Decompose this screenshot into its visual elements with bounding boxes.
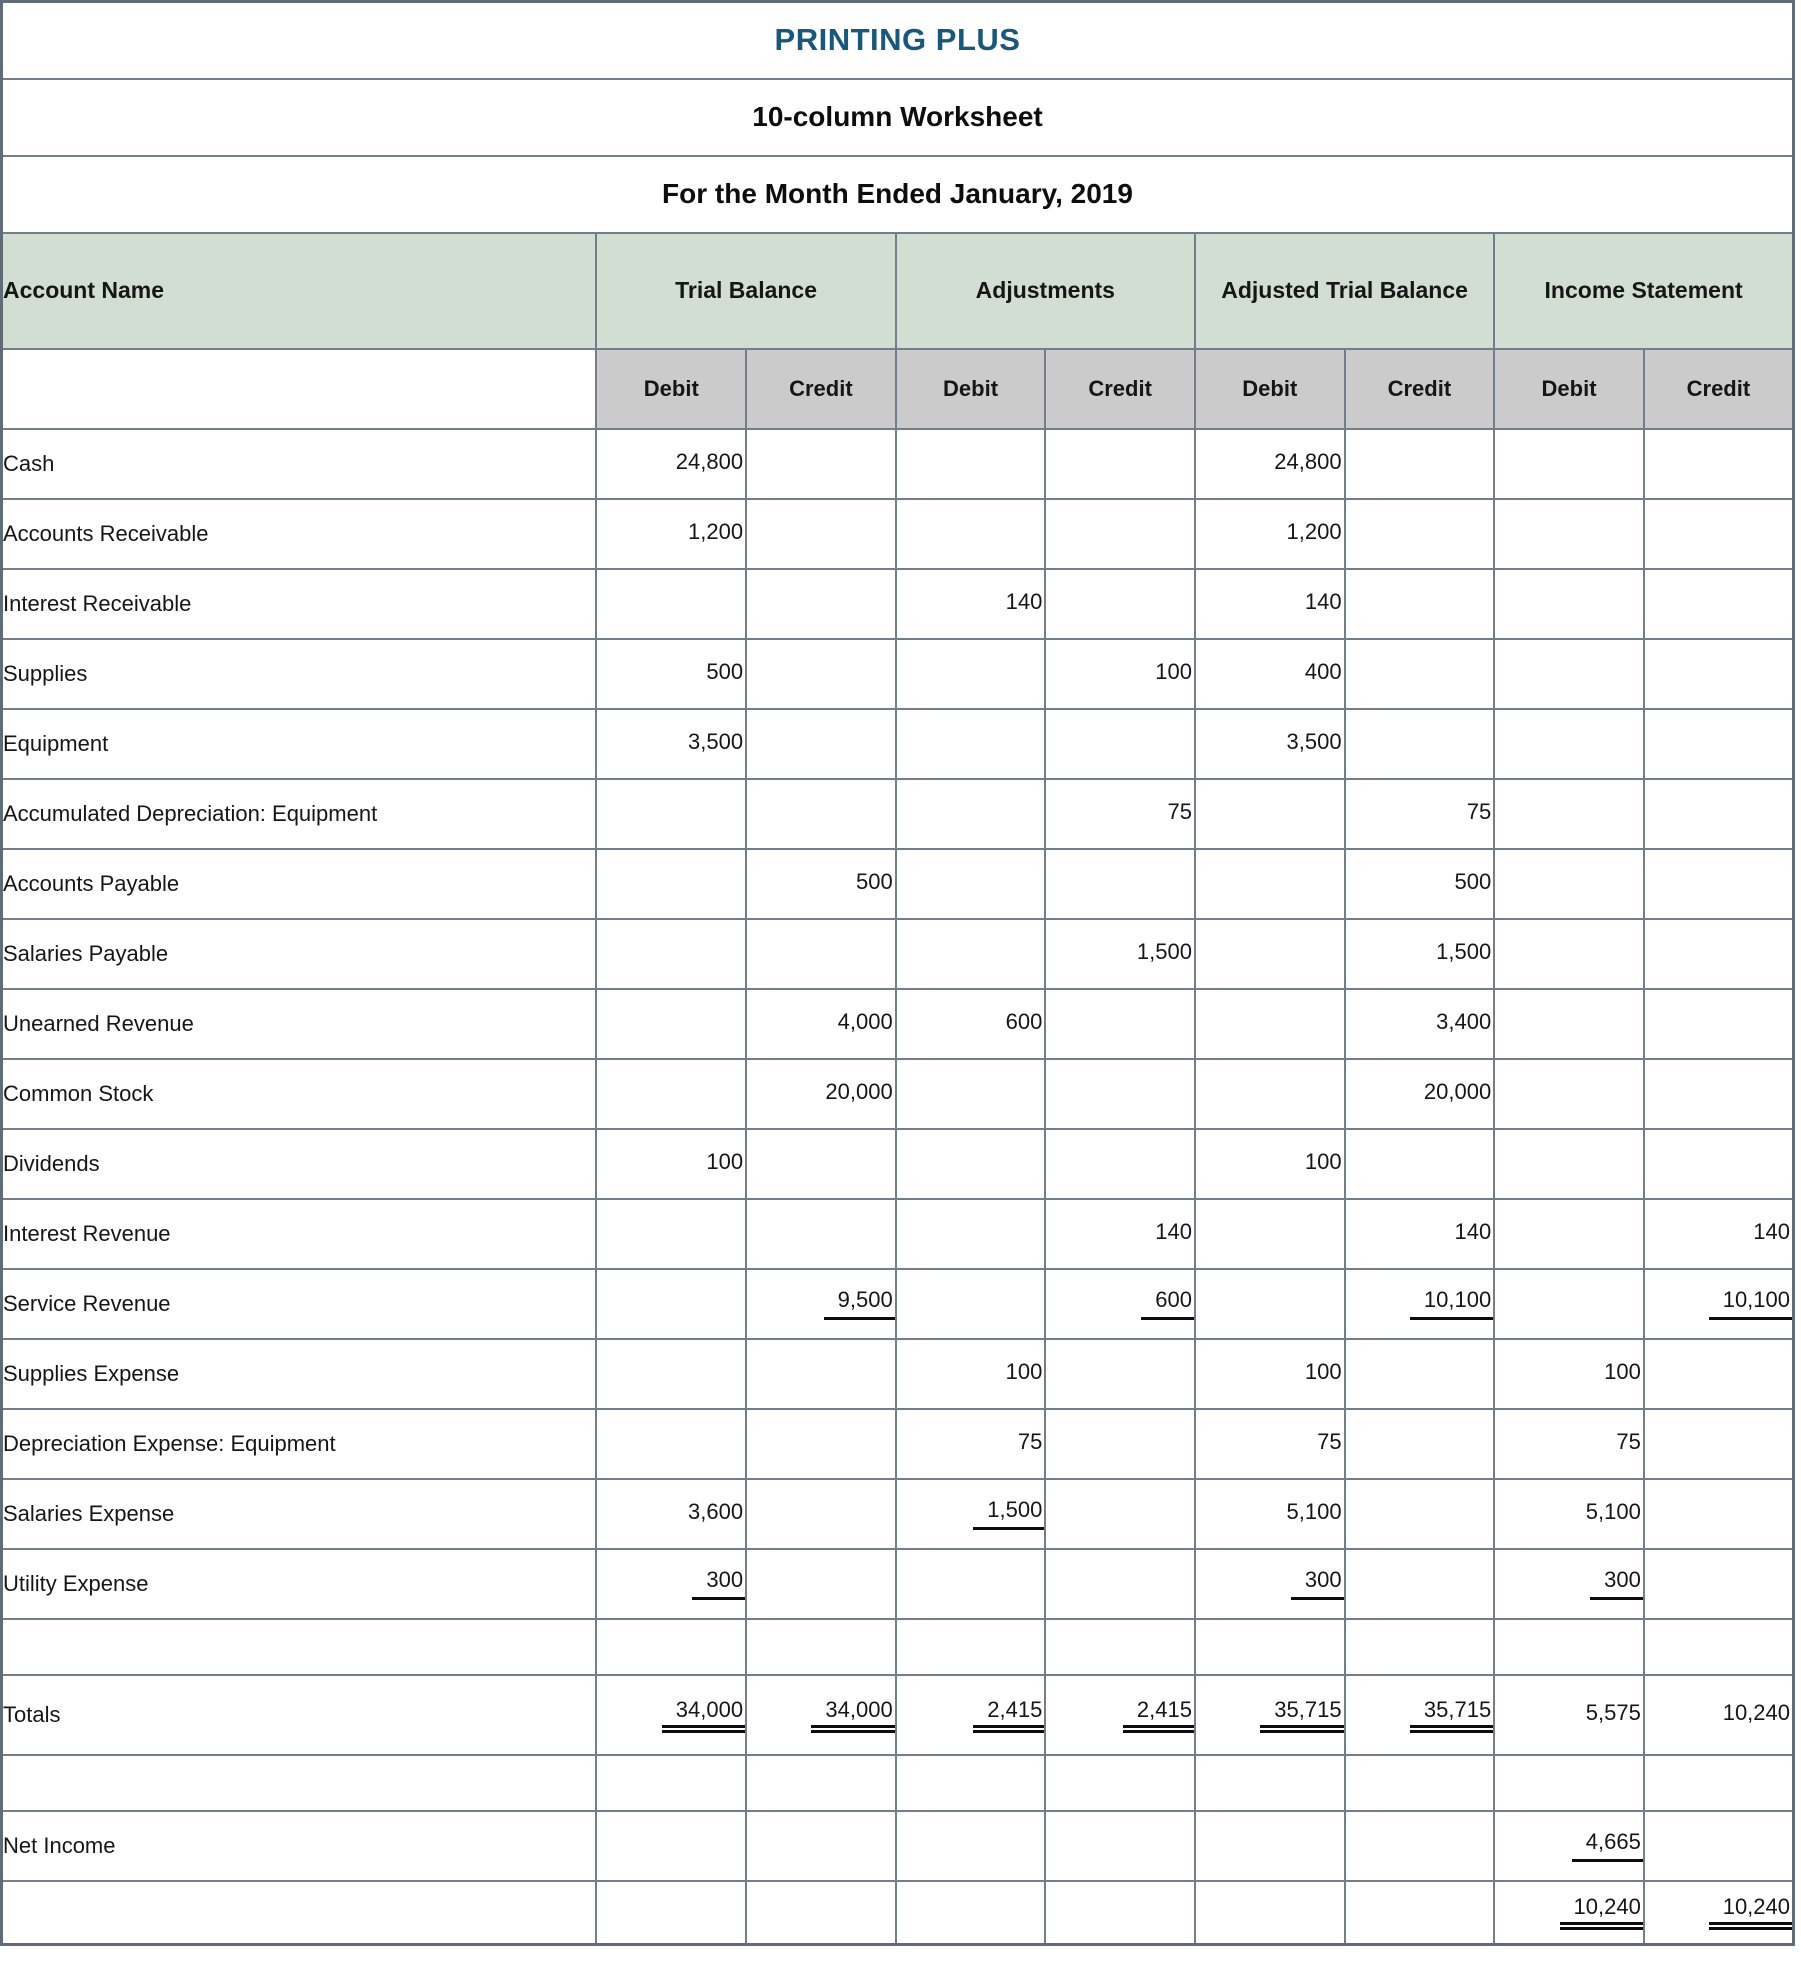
company-title-row <box>2 2 1794 79</box>
amount-cell-adjustments_debit <box>896 849 1046 919</box>
amount-cell-adjustments_credit <box>1045 849 1195 919</box>
amount-cell-income_statement_credit <box>1644 1059 1794 1129</box>
table-row <box>2 709 1794 779</box>
adjusted-trial-balance-credit-header: Credit <box>1345 349 1495 429</box>
amount-value: 10,100 <box>1709 1287 1792 1320</box>
table-row <box>2 639 1794 709</box>
amount-cell-adjustments_credit <box>1045 1479 1195 1549</box>
table-row <box>2 1549 1794 1619</box>
amount-value: 100 <box>1155 658 1192 684</box>
account-name-cell: Cash <box>2 429 597 499</box>
amount-cell-adjusted_trial_balance_debit <box>1195 779 1345 849</box>
amount-cell-income_statement_credit <box>1644 499 1794 569</box>
amount-cell-trial_balance_credit <box>746 989 896 1059</box>
trial-balance-credit-header: Credit <box>746 349 896 429</box>
amount-cell-income_statement_debit <box>1494 1059 1644 1129</box>
amount-value: 4,000 <box>837 1008 893 1034</box>
account-name-cell: Supplies <box>2 639 597 709</box>
amount-cell-income_statement_debit <box>1494 1199 1644 1269</box>
amount-cell-adjustments_credit <box>1045 1059 1195 1129</box>
account-name-header: Account Name <box>2 233 597 349</box>
amount-cell-adjustments_credit <box>1045 1269 1195 1339</box>
amount-cell-trial_balance_debit <box>596 639 746 709</box>
amount-cell-trial_balance_debit <box>596 989 746 1059</box>
amount-cell-adjusted_trial_balance_debit <box>1195 1339 1345 1409</box>
amount-cell-trial_balance_credit <box>746 429 896 499</box>
amount-cell-adjusted_trial_balance_credit <box>1345 1409 1495 1479</box>
amount-cell-trial_balance_debit <box>596 1549 746 1619</box>
amount-cell-adjustments_debit <box>896 639 1046 709</box>
amount-cell-trial_balance_credit <box>746 1479 896 1549</box>
amount-cell-adjustments_credit <box>1045 639 1195 709</box>
amount-cell-adjusted_trial_balance_debit <box>1195 1881 1345 1945</box>
amount-cell-trial_balance_credit <box>746 499 896 569</box>
worksheet-body <box>2 429 1794 1945</box>
amount-value: 75 <box>1616 1428 1641 1454</box>
amount-value: 34,000 <box>662 1697 745 1733</box>
amount-cell-income_statement_debit <box>1494 639 1644 709</box>
table-row <box>2 569 1794 639</box>
table-row <box>2 1199 1794 1269</box>
table-row <box>2 1129 1794 1199</box>
amount-value: 140 <box>1304 588 1342 614</box>
amount-value: 140 <box>1454 1218 1492 1244</box>
income-statement-credit-header: Credit <box>1644 349 1794 429</box>
amount-cell-income_statement_debit <box>1494 1619 1644 1675</box>
amount-cell-adjustments_debit <box>896 709 1046 779</box>
amount-cell-trial_balance_debit <box>596 849 746 919</box>
amount-cell-income_statement_credit <box>1644 1129 1794 1199</box>
amount-value: 4,665 <box>1572 1829 1643 1862</box>
amount-cell-income_statement_credit <box>1644 1409 1794 1479</box>
amount-value: 20,000 <box>825 1078 893 1104</box>
amount-cell-trial_balance_credit <box>746 1549 896 1619</box>
amount-cell-trial_balance_debit <box>596 499 746 569</box>
amount-cell-income_statement_debit <box>1494 1339 1644 1409</box>
amount-cell-adjusted_trial_balance_credit <box>1345 1479 1495 1549</box>
amount-cell-adjusted_trial_balance_credit <box>1345 1269 1495 1339</box>
amount-cell-adjusted_trial_balance_credit <box>1345 1619 1495 1675</box>
account-name-cell: Totals <box>2 1675 597 1755</box>
amount-cell-adjustments_debit <box>896 779 1046 849</box>
amount-cell-income_statement_debit <box>1494 1129 1644 1199</box>
amount-cell-adjustments_debit <box>896 429 1046 499</box>
amount-cell-income_statement_credit <box>1644 989 1794 1059</box>
table-row <box>2 1409 1794 1479</box>
trial-balance-header: Trial Balance <box>596 233 895 349</box>
table-row <box>2 849 1794 919</box>
amount-cell-trial_balance_debit <box>596 1269 746 1339</box>
amount-cell-adjustments_debit <box>896 499 1046 569</box>
account-name-cell: Salaries Payable <box>2 919 597 989</box>
amount-cell-adjustments_credit <box>1045 1199 1195 1269</box>
amount-cell-trial_balance_credit <box>746 1619 896 1675</box>
account-name-cell: Salaries Expense <box>2 1479 597 1549</box>
amount-value: 140 <box>1155 1218 1192 1244</box>
amount-cell-trial_balance_debit <box>596 569 746 639</box>
period-title: For the Month Ended January, 2019 <box>662 178 1133 209</box>
amount-cell-adjusted_trial_balance_debit <box>1195 849 1345 919</box>
amount-cell-income_statement_debit <box>1494 1409 1644 1479</box>
amount-cell-adjusted_trial_balance_credit <box>1345 1675 1495 1755</box>
amount-cell-adjustments_credit <box>1045 709 1195 779</box>
adjustments-credit-header: Credit <box>1045 349 1195 429</box>
adjustments-header: Adjustments <box>896 233 1195 349</box>
amount-value: 100 <box>706 1148 744 1174</box>
amount-cell-income_statement_debit <box>1494 849 1644 919</box>
amount-cell-trial_balance_debit <box>596 1755 746 1811</box>
amount-cell-adjusted_trial_balance_debit <box>1195 919 1345 989</box>
amount-value: 35,715 <box>1410 1697 1493 1733</box>
amount-value: 1,500 <box>973 1497 1044 1530</box>
account-name-cell: Interest Receivable <box>2 569 597 639</box>
amount-cell-adjusted_trial_balance_credit <box>1345 989 1495 1059</box>
amount-cell-income_statement_credit <box>1644 1881 1794 1945</box>
adjusted-trial-balance-debit-header: Debit <box>1195 349 1345 429</box>
amount-cell-trial_balance_credit <box>746 569 896 639</box>
amount-cell-adjustments_debit <box>896 989 1046 1059</box>
amount-cell-trial_balance_debit <box>596 1619 746 1675</box>
amount-cell-trial_balance_debit <box>596 709 746 779</box>
amount-cell-trial_balance_debit <box>596 1479 746 1549</box>
table-row <box>2 1339 1794 1409</box>
amount-cell-adjustments_debit <box>896 1811 1046 1881</box>
amount-value: 140 <box>1005 588 1043 614</box>
account-name-cell: Net Income <box>2 1811 597 1881</box>
amount-value: 3,400 <box>1436 1008 1492 1034</box>
amount-cell-income_statement_debit <box>1494 779 1644 849</box>
amount-cell-adjusted_trial_balance_debit <box>1195 569 1345 639</box>
amount-cell-adjusted_trial_balance_debit <box>1195 709 1345 779</box>
amount-cell-income_statement_credit <box>1644 1199 1794 1269</box>
account-name-cell: Accumulated Depreciation: Equipment <box>2 779 597 849</box>
amount-value: 24,800 <box>675 448 744 474</box>
amount-value: 500 <box>1454 868 1492 894</box>
amount-cell-adjusted_trial_balance_debit <box>1195 1619 1345 1675</box>
amount-value: 75 <box>1017 1428 1043 1454</box>
amount-value: 5,575 <box>1585 1699 1641 1725</box>
amount-cell-adjustments_debit <box>896 1755 1046 1811</box>
amount-cell-adjustments_debit <box>896 1881 1046 1945</box>
account-name-cell: Common Stock <box>2 1059 597 1129</box>
amount-cell-trial_balance_debit <box>596 1881 746 1945</box>
account-name-cell: Supplies Expense <box>2 1339 597 1409</box>
amount-cell-trial_balance_debit <box>596 1339 746 1409</box>
amount-cell-adjustments_credit <box>1045 779 1195 849</box>
amount-cell-adjustments_credit <box>1045 1549 1195 1619</box>
amount-cell-income_statement_debit <box>1494 569 1644 639</box>
amount-cell-trial_balance_debit <box>596 1129 746 1199</box>
amount-cell-adjusted_trial_balance_credit <box>1345 639 1495 709</box>
amount-cell-adjusted_trial_balance_debit <box>1195 1199 1345 1269</box>
amount-cell-trial_balance_credit <box>746 849 896 919</box>
amount-value: 300 <box>692 1567 745 1600</box>
amount-cell-adjusted_trial_balance_debit <box>1195 1059 1345 1129</box>
amount-value: 2,415 <box>1123 1697 1194 1733</box>
amount-cell-income_statement_debit <box>1494 919 1644 989</box>
amount-cell-income_statement_credit <box>1644 569 1794 639</box>
amount-cell-trial_balance_credit <box>746 1811 896 1881</box>
amount-cell-income_statement_credit <box>1644 1811 1794 1881</box>
amount-cell-income_statement_debit <box>1494 989 1644 1059</box>
account-name-cell: Utility Expense <box>2 1549 597 1619</box>
amount-cell-income_statement_debit <box>1494 1881 1644 1945</box>
amount-value: 3,600 <box>688 1498 744 1524</box>
amount-value: 5,100 <box>1585 1498 1641 1524</box>
amount-value: 35,715 <box>1260 1697 1343 1733</box>
amount-cell-adjusted_trial_balance_credit <box>1345 429 1495 499</box>
amount-value: 75 <box>1317 1428 1342 1454</box>
amount-cell-trial_balance_credit <box>746 709 896 779</box>
amount-cell-adjusted_trial_balance_credit <box>1345 1549 1495 1619</box>
amount-cell-adjustments_credit <box>1045 1881 1195 1945</box>
amount-cell-income_statement_debit <box>1494 1811 1644 1881</box>
amount-cell-adjustments_credit <box>1045 919 1195 989</box>
amount-value: 2,415 <box>973 1697 1044 1733</box>
amount-value: 1,500 <box>1436 938 1492 964</box>
trial-balance-debit-header: Debit <box>596 349 746 429</box>
account-name-cell: Service Revenue <box>2 1269 597 1339</box>
amount-cell-adjusted_trial_balance_credit <box>1345 709 1495 779</box>
account-name-cell: Depreciation Expense: Equipment <box>2 1409 597 1479</box>
amount-value: 20,000 <box>1423 1078 1492 1104</box>
amount-cell-income_statement_debit <box>1494 499 1644 569</box>
amount-cell-income_statement_debit <box>1494 709 1644 779</box>
amount-value: 24,800 <box>1274 448 1342 474</box>
amount-cell-adjusted_trial_balance_credit <box>1345 919 1495 989</box>
spacer-row <box>2 1755 1794 1811</box>
amount-cell-adjustments_debit <box>896 919 1046 989</box>
income-statement-debit-header: Debit <box>1494 349 1644 429</box>
amount-cell-adjustments_credit <box>1045 1409 1195 1479</box>
amount-cell-adjusted_trial_balance_debit <box>1195 429 1345 499</box>
document-title: 10-column Worksheet <box>752 101 1043 132</box>
amount-cell-adjustments_credit <box>1045 1675 1195 1755</box>
amount-value: 500 <box>855 868 893 894</box>
document-title-row <box>2 79 1794 156</box>
amount-cell-income_statement_credit <box>1644 429 1794 499</box>
amount-cell-adjusted_trial_balance_debit <box>1195 1675 1345 1755</box>
amount-cell-income_statement_credit <box>1644 1269 1794 1339</box>
amount-cell-adjustments_credit <box>1045 989 1195 1059</box>
amount-cell-trial_balance_debit <box>596 779 746 849</box>
amount-value: 10,100 <box>1410 1287 1493 1320</box>
amount-cell-trial_balance_debit <box>596 1675 746 1755</box>
account-name-cell: Interest Revenue <box>2 1199 597 1269</box>
blank-header-cell <box>2 349 597 429</box>
table-row <box>2 429 1794 499</box>
amount-value: 400 <box>1304 658 1342 684</box>
amount-cell-adjusted_trial_balance_debit <box>1195 1269 1345 1339</box>
amount-value: 5,100 <box>1286 1498 1342 1524</box>
amount-cell-trial_balance_credit <box>746 1675 896 1755</box>
account-name-cell <box>2 1755 597 1811</box>
amount-cell-adjusted_trial_balance_credit <box>1345 1199 1495 1269</box>
amount-cell-trial_balance_debit <box>596 919 746 989</box>
amount-cell-adjustments_credit <box>1045 1811 1195 1881</box>
amount-value: 3,500 <box>1286 728 1342 754</box>
amount-value: 100 <box>1304 1358 1342 1384</box>
amount-cell-adjustments_debit <box>896 569 1046 639</box>
amount-cell-income_statement_credit <box>1644 1755 1794 1811</box>
amount-cell-trial_balance_debit <box>596 1409 746 1479</box>
amount-value: 1,200 <box>688 518 744 544</box>
amount-value: 1,500 <box>1136 938 1192 964</box>
company-title: PRINTING PLUS <box>774 22 1021 58</box>
table-row <box>2 1269 1794 1339</box>
amount-cell-income_statement_credit <box>1644 1675 1794 1755</box>
amount-cell-adjusted_trial_balance_credit <box>1345 1339 1495 1409</box>
adjusted-trial-balance-header: Adjusted Trial Balance <box>1195 233 1494 349</box>
table-row <box>2 779 1794 849</box>
amount-cell-trial_balance_credit <box>746 1059 896 1129</box>
amount-cell-adjustments_debit <box>896 1619 1046 1675</box>
amount-value: 100 <box>1304 1148 1342 1174</box>
spacer-row <box>2 1619 1794 1675</box>
amount-cell-trial_balance_credit <box>746 779 896 849</box>
amount-value: 75 <box>1167 798 1192 824</box>
amount-cell-adjusted_trial_balance_credit <box>1345 499 1495 569</box>
amount-cell-trial_balance_credit <box>746 1339 896 1409</box>
amount-cell-adjustments_credit <box>1045 429 1195 499</box>
amount-cell-income_statement_credit <box>1644 1479 1794 1549</box>
amount-cell-adjustments_debit <box>896 1199 1046 1269</box>
amount-cell-adjustments_credit <box>1045 1339 1195 1409</box>
account-name-cell <box>2 1881 597 1945</box>
amount-cell-adjusted_trial_balance_credit <box>1345 1881 1495 1945</box>
amount-cell-trial_balance_credit <box>746 1129 896 1199</box>
amount-cell-adjusted_trial_balance_credit <box>1345 569 1495 639</box>
amount-cell-adjustments_credit <box>1045 569 1195 639</box>
amount-cell-adjusted_trial_balance_credit <box>1345 1811 1495 1881</box>
table-row <box>2 919 1794 989</box>
amount-cell-trial_balance_credit <box>746 1269 896 1339</box>
amount-cell-adjusted_trial_balance_debit <box>1195 1755 1345 1811</box>
amount-value: 9,500 <box>824 1287 895 1320</box>
table-row <box>2 1811 1794 1881</box>
account-name-cell: Accounts Payable <box>2 849 597 919</box>
amount-cell-income_statement_credit <box>1644 849 1794 919</box>
amount-value: 75 <box>1466 798 1492 824</box>
amount-value: 500 <box>706 658 744 684</box>
amount-cell-income_statement_debit <box>1494 1479 1644 1549</box>
amount-cell-adjustments_debit <box>896 1129 1046 1199</box>
amount-cell-adjustments_debit <box>896 1059 1046 1129</box>
account-name-cell: Accounts Receivable <box>2 499 597 569</box>
table-row <box>2 1059 1794 1129</box>
amount-cell-adjusted_trial_balance_debit <box>1195 639 1345 709</box>
amount-cell-income_statement_debit <box>1494 429 1644 499</box>
amount-cell-trial_balance_debit <box>596 1059 746 1129</box>
amount-value: 10,240 <box>1560 1894 1643 1930</box>
table-row <box>2 499 1794 569</box>
amount-value: 10,240 <box>1709 1894 1792 1930</box>
amount-value: 600 <box>1141 1287 1194 1320</box>
amount-value: 34,000 <box>811 1697 894 1733</box>
amount-cell-trial_balance_debit <box>596 429 746 499</box>
adjustments-debit-header: Debit <box>896 349 1046 429</box>
amount-cell-trial_balance_credit <box>746 1881 896 1945</box>
amount-value: 100 <box>1005 1358 1043 1384</box>
amount-value: 140 <box>1753 1218 1790 1244</box>
amount-cell-adjustments_debit <box>896 1269 1046 1339</box>
amount-cell-adjustments_debit <box>896 1409 1046 1479</box>
account-name-cell: Dividends <box>2 1129 597 1199</box>
amount-cell-adjusted_trial_balance_credit <box>1345 1059 1495 1129</box>
account-name-cell <box>2 1619 597 1675</box>
amount-cell-adjusted_trial_balance_debit <box>1195 1811 1345 1881</box>
amount-cell-adjusted_trial_balance_debit <box>1195 989 1345 1059</box>
amount-value: 300 <box>1590 1567 1643 1600</box>
income-statement-header: Income Statement <box>1494 233 1793 349</box>
amount-cell-income_statement_debit <box>1494 1549 1644 1619</box>
amount-cell-income_statement_debit <box>1494 1755 1644 1811</box>
column-group-header-row <box>2 233 1794 349</box>
amount-cell-trial_balance_credit <box>746 1755 896 1811</box>
totals-row <box>2 1675 1794 1755</box>
amount-cell-adjustments_debit <box>896 1675 1046 1755</box>
amount-cell-income_statement_debit <box>1494 1675 1644 1755</box>
amount-value: 600 <box>1005 1008 1043 1034</box>
amount-cell-income_statement_credit <box>1644 1339 1794 1409</box>
period-title-row <box>2 156 1794 233</box>
amount-cell-adjustments_debit <box>896 1549 1046 1619</box>
amount-cell-adjusted_trial_balance_debit <box>1195 499 1345 569</box>
amount-cell-adjusted_trial_balance_debit <box>1195 1129 1345 1199</box>
account-name-cell: Unearned Revenue <box>2 989 597 1059</box>
amount-cell-trial_balance_credit <box>746 1199 896 1269</box>
amount-cell-adjusted_trial_balance_credit <box>1345 779 1495 849</box>
amount-cell-adjusted_trial_balance_debit <box>1195 1479 1345 1549</box>
table-row <box>2 1479 1794 1549</box>
amount-value: 3,500 <box>688 728 744 754</box>
amount-cell-adjustments_credit <box>1045 499 1195 569</box>
amount-cell-adjusted_trial_balance_credit <box>1345 1129 1495 1199</box>
amount-cell-income_statement_credit <box>1644 779 1794 849</box>
amount-value: 10,240 <box>1722 1699 1790 1725</box>
amount-cell-adjusted_trial_balance_credit <box>1345 1755 1495 1811</box>
amount-cell-adjustments_credit <box>1045 1129 1195 1199</box>
amount-cell-adjusted_trial_balance_credit <box>1345 849 1495 919</box>
amount-cell-trial_balance_credit <box>746 1409 896 1479</box>
amount-value: 1,200 <box>1286 518 1342 544</box>
account-name-cell: Equipment <box>2 709 597 779</box>
amount-cell-trial_balance_credit <box>746 919 896 989</box>
amount-cell-adjustments_credit <box>1045 1619 1195 1675</box>
amount-cell-income_statement_credit <box>1644 639 1794 709</box>
amount-cell-income_statement_credit <box>1644 1549 1794 1619</box>
amount-cell-adjusted_trial_balance_debit <box>1195 1409 1345 1479</box>
table-row <box>2 989 1794 1059</box>
amount-cell-income_statement_credit <box>1644 919 1794 989</box>
amount-cell-trial_balance_debit <box>596 1199 746 1269</box>
amount-cell-adjustments_credit <box>1045 1755 1195 1811</box>
table-row <box>2 1881 1794 1945</box>
amount-value: 100 <box>1604 1358 1641 1384</box>
amount-cell-income_statement_credit <box>1644 709 1794 779</box>
amount-cell-adjusted_trial_balance_debit <box>1195 1549 1345 1619</box>
amount-cell-income_statement_debit <box>1494 1269 1644 1339</box>
amount-cell-adjustments_debit <box>896 1339 1046 1409</box>
amount-cell-trial_balance_debit <box>596 1811 746 1881</box>
amount-value: 300 <box>1291 1567 1344 1600</box>
amount-cell-trial_balance_credit <box>746 639 896 709</box>
debit-credit-header-row <box>2 349 1794 429</box>
amount-cell-income_statement_credit <box>1644 1619 1794 1675</box>
amount-cell-adjustments_debit <box>896 1479 1046 1549</box>
